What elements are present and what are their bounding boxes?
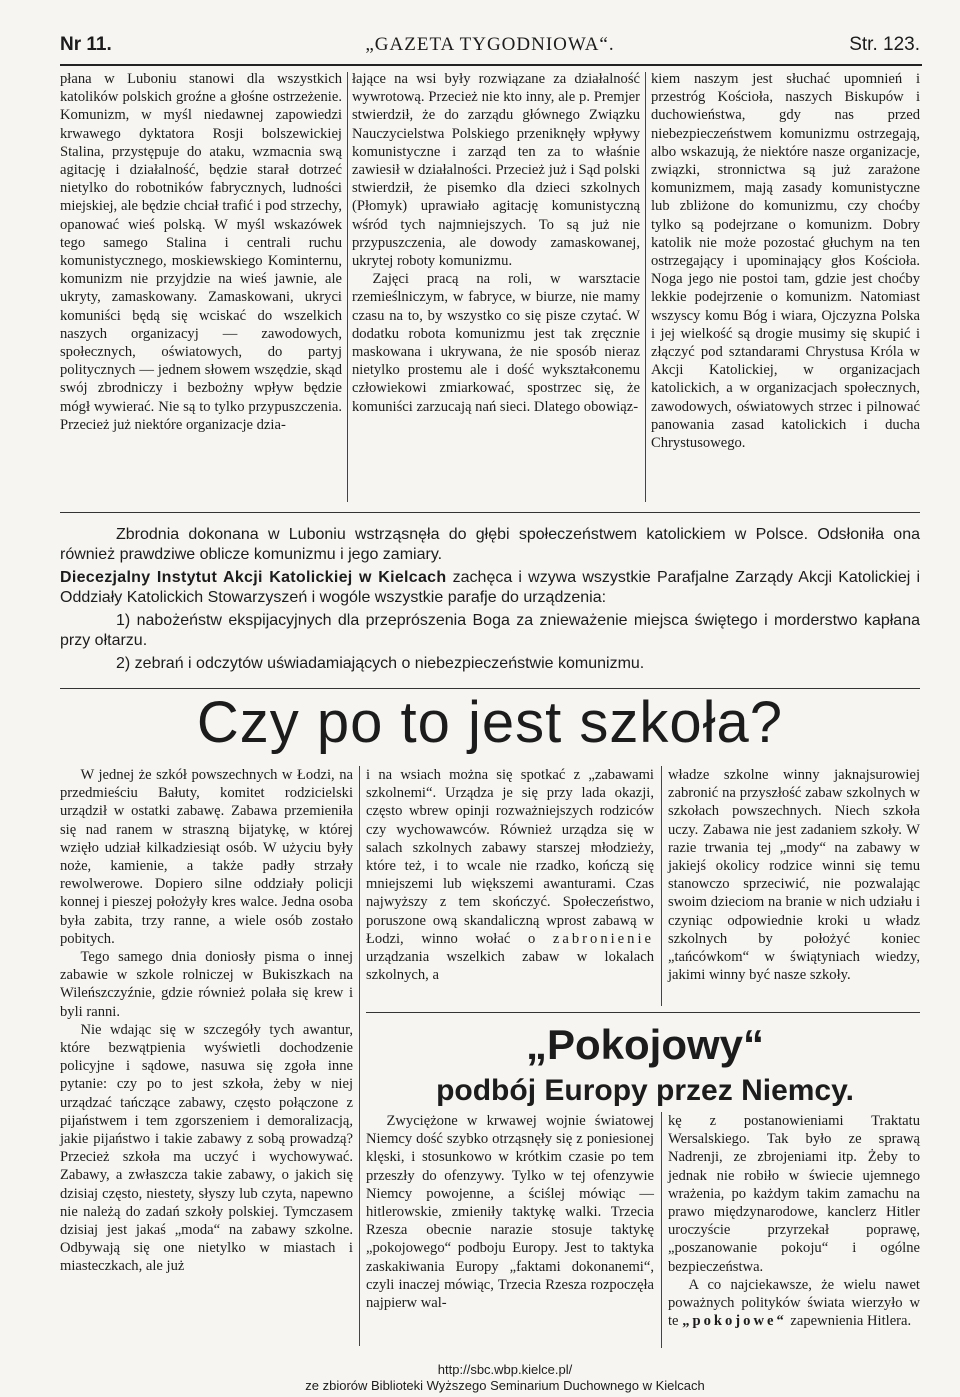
- paragraph: Zajęci pracą na roli, w warsztacie rzemieślniczym, w fabryce, w biurze, nie mamy czasu na to, by wszystko co się pisze czytać. W dodatku robota komunizmu jest tak zręcznie maskowana i ukrywana, że nie sposób nieraz nietylko prostemu ale i dość wykształconemu człowiekowi zmiarkować, spostrzec się, że komuniści zarzucają nań sieci. Dlatego obowiąz-: [352, 271, 640, 415]
- text-run: A co najciekawsze, że wielu nawet poważnych polityków świata wierzyło w te: [668, 1276, 920, 1330]
- paragraph: kę z postanowieniami Traktatu Wersalskiego. Tak było ze sprawą Nadrenji, ze zbrojeniami itp. Żeby to jednak nie robiło w świecie ujemnego wrażenia, po każdym takim zamachu na prawo międzynarodowe, kanclerz Hitler uroczyście przyrzekał poprawę, „poszanowanie pokoju“ i ogólne bezpieczeństwa.: [668, 1113, 920, 1275]
- school-article-title: Czy po to jest szkoła?: [196, 690, 784, 755]
- text-run: zapewnienia Hitlera.: [786, 1313, 912, 1330]
- source-collection: ze zbiorów Biblioteki Wyższego Seminarium Duchownego w Kielcach: [305, 1378, 705, 1393]
- column-rule: [661, 766, 662, 1006]
- top-article-col2: [352, 70, 640, 416]
- paragraph: kiem naszym jest słuchać upomnień i przestróg Kościoła, naszych Biskupów i duchowieństwa, gdy nas przed niebezpieczeństwem komunizmu ostrzegają, albo wskazują, że niektóre nasze organizacje, związki, stronnictwa są już zarażone komunizmem, mają zasady komunistyczne lub zbliżone do komunizmu, czy choćby tylko są podejrzane o komunizm. Dobry katolik nie może pozostać głuchym na ten ostrzegający i upominający głos Kościoła. Noga jego nie postoi tam, gdzie jest choćby lekkie podejrzenie o komunizm. Natomiast wszyscy komu Bóg i wiara, Ojczyzna Polska i jej wielkość są drogie musimy się skupić i złączyć pod sztandarami Chrystusa Króla w Akcji Katolickiej, w organizacjach katolickich, a w organizacjach społecznych, zawodowych, oświatowych strzec i pilnować panowania zasad katolickich i ducha Chrystusowego.: [651, 71, 920, 452]
- school-article-col1: [60, 766, 353, 1276]
- top-article-col3: [651, 70, 920, 452]
- issue-number: Nr 11.: [60, 34, 112, 55]
- source-footer: [270, 1362, 740, 1394]
- text-run: i na wsiach można się spotkać z „zabawami szkolnemi“. Urządza je się przy lada okazji, często wbrew opinji rozważniejszych rodziców czy wychowawców. Również urządza się w salach szkolnych zabawy starszej młodzieży, które też, i to wcale nie rzadko, kończą się mniejszemi lub większemi awanturami. Czas najwyższy z tem skończyć. Społeczeństwo, poruszone ową skandaliczną wprost zabawą w Łodzi, winno wołać o: [366, 767, 654, 947]
- source-url: http://sbc.wbp.kielce.pl/: [437, 1362, 573, 1377]
- section-rule: [60, 688, 920, 689]
- column-rule: [645, 72, 646, 502]
- paragraph: W jednej że szkół powszechnych w Łodzi, na przedmieściu Bałuty, komitet rodzicielski urządził w ostatki zabawę. Zabawa przemieniła się nad ranem w straszną bijatykę, w której wzięło udział kilkadziesiąt osób. W użyciu były noże, kamienie, a także padły strzały rewolwerowe. Dopiero silne oddziały policji konnej i pieszej położyły kres walce. Jedna osoba była zabita, trzy ranne, a wiele osób zostało pobitych.: [60, 767, 353, 947]
- newspaper-title: „GAZETA TYGODNIOWA“.: [365, 34, 615, 55]
- appeal-lead: Zbrodnia dokonana w Luboniu wstrząsnęła do głębi społeczeństwem katolickiem w Polsce. Odsłoniła ona również prawdziwe oblicze komunizmu i jego zamiary.: [60, 526, 920, 563]
- text-run: urządzania wszelkich zabaw w lokalach szkolnych, a: [366, 949, 654, 984]
- europe-article-col2: [668, 1112, 920, 1330]
- paragraph: władze szkolne winny jaknajsurowiej zabronić na przyszłość zabaw szkolnych w szkołach powszechnych. Niech szkoła uczy. Zabawa nie jest zadaniem szkoły. W razie trwania tej „mody“ na zabawy w jakiejś okolicy rodzice winni się temu stanowczo sprzeciwić, nie pozwalając swoim dzieciom na branie w nich udziału i czyniąc odpowiednie kroki u władz szkolnych by położyć koniec „tańcówkom“ w świątyniach wiedzy, jakimi winny być nasze szkoły.: [668, 767, 920, 984]
- paragraph: łające na wsi były rozwiązane za działalność wywrotową. Przecież nie kto inny, ale p. Premjer stwierdził, że do zarządu głównego Związku Nauczycielstwa Polskiego przeniknęły wpływy komunistyczne i zarząd ten za to właśnie zawiesił w działalności. Przecież już i Sąd polski stwierdził, że pisemko dla dzieci szkolnych (Płomyk) uprawiało agitację komunistyczną wśród tych najmniejszych. To są już nie przypuszczenia, ale dowody zamaskowanej, ukrytej roboty komunizmu.: [352, 71, 640, 270]
- appeal-section: [60, 525, 920, 677]
- school-article-col2: [366, 766, 654, 984]
- paragraph: [366, 766, 654, 984]
- europe-article-title: „Pokojowy“: [525, 1021, 765, 1068]
- emphasis-pokojowe: „pokojowe“: [682, 1313, 787, 1330]
- appeal-item-1: 1) nabożeństw ekspijacyjnych dla przeprószenia Boga za znieważenie miejsca świętego i morderstwo kapłana przy ołtarzu.: [60, 612, 920, 649]
- column-rule: [661, 1112, 662, 1348]
- paragraph: płana w Luboniu stanowi dla wszystkich katolików polskich groźne a głośne ostrzeżenie. Komunizm, w myśl niedawnej zapowiedzi krwawego dyktatora Rosji bolszewickiej Stalina, przystępuje do ataku, wzmacnia swą agitację i działalność, będzie starał dotrzeć nietylko do robotników fabrycznych, ludności miejskiej, ale będzie chciał trafić i pod strzechy, opanować wieś polską. W myśl wskazówek tego samego Stalina i centrali ruchu komunistycznego, moskiewskiego Kominternu, komunizm nie przyjdzie na wieś jawnie, ale ukryty, zamaskowany. Zamaskowani, ukryci komuniści będą się wciskać do wszelkich naszych organizacyj — zawodowych, społecznych, oświatowych, do partyj politycznych — jednem słowem wszędzie, skąd swój zbrodniczy i bezbożny wpływ będzie mógł wywierać. Nie są to tylko przypuszczenia. Przecież już niektóre organizacje dzia-: [60, 71, 342, 433]
- section-rule: [60, 512, 920, 513]
- column-rule: [347, 72, 348, 502]
- top-article-col1: [60, 70, 342, 434]
- column-rule: [359, 766, 360, 1346]
- paragraph: [668, 1276, 920, 1331]
- header-rule: [60, 64, 922, 66]
- institute-text: zachęca i wzywa wszystkie Parafjalne Zarządy Akcji Katolickiej i Oddziały Katolickich Stowarzyszeń i wogóle wszystkie parafje do urządzenia:: [60, 569, 921, 606]
- page-number: Str. 123.: [849, 34, 920, 55]
- paragraph: Tego samego dnia doniosły pisma o innej zabawie w szkole rolniczej w Bukiszkach na Wileńszczyźnie, gdzie również polała się krew i byli ranni.: [60, 949, 353, 1020]
- europe-article-subtitle: podbój Europy przez Niemcy.: [436, 1074, 854, 1107]
- appeal-item-2: 2) zebrań i odczytów uświadamiających o niebezpieczeństwie komunizmu.: [116, 655, 645, 672]
- europe-article-col1: [366, 1112, 654, 1312]
- page-header: [60, 26, 920, 62]
- paragraph: Zwyciężone w krwawej wojnie światowej Niemcy dość szybko otrząsnęły się z poniesionej klęski, i stosunkowo w krótkim czasie po tem przeszły do ofenzywy. Tylko w tej ofenzywie Niemcy powojenne, a ściślej mówiąc — hitlerowskie, zmieniły taktykę walki. Trzecia Rzesza obecnie narazie stosuje taktykę „pokojowego“ podboju Europy. Jest to taktyka zaskakiwania Europy „faktami dokonanemi“, czyli inaczej mówiąc, Trzecia Rzesza rozpoczęła najpierw wal-: [366, 1113, 654, 1312]
- emphasis-zabronienie: zabronienie: [552, 930, 654, 947]
- institute-name: Diecezjalny Instytut Akcji Katolickiej w Kielcach: [60, 569, 447, 586]
- appeal-institute-paragraph: [60, 568, 920, 608]
- paragraph: Nie wdając się w szczegóły tych awantur, które bezwątpienia wyświetli dochodzenie policyjne i sądowe, nasuwa się zgoła inne pytanie: czy po to jest szkoła, żeby w niej urządzać tańczące zabawy, często połączone z pijaństwem i tem zgorszeniem i demoralizacją, jakie pijaństwo i takie zabawy z sobą prowadzą? Przecież szkoła ma uczyć i wychowywać. Zabawy, a zwłaszcza takie zabawy, o jakich się dzisiaj często, niestety, słyszy lub czyta, napewno nie należą do zadań szkoły polskiej. Tymczasem dzisiaj jest jakaś „moda“ na zabawy szkolne. Odbywają się one nietylko w miastach i miasteczkach, ale już: [60, 1021, 353, 1275]
- section-rule: [366, 1012, 920, 1013]
- school-article-col3: [668, 766, 920, 984]
